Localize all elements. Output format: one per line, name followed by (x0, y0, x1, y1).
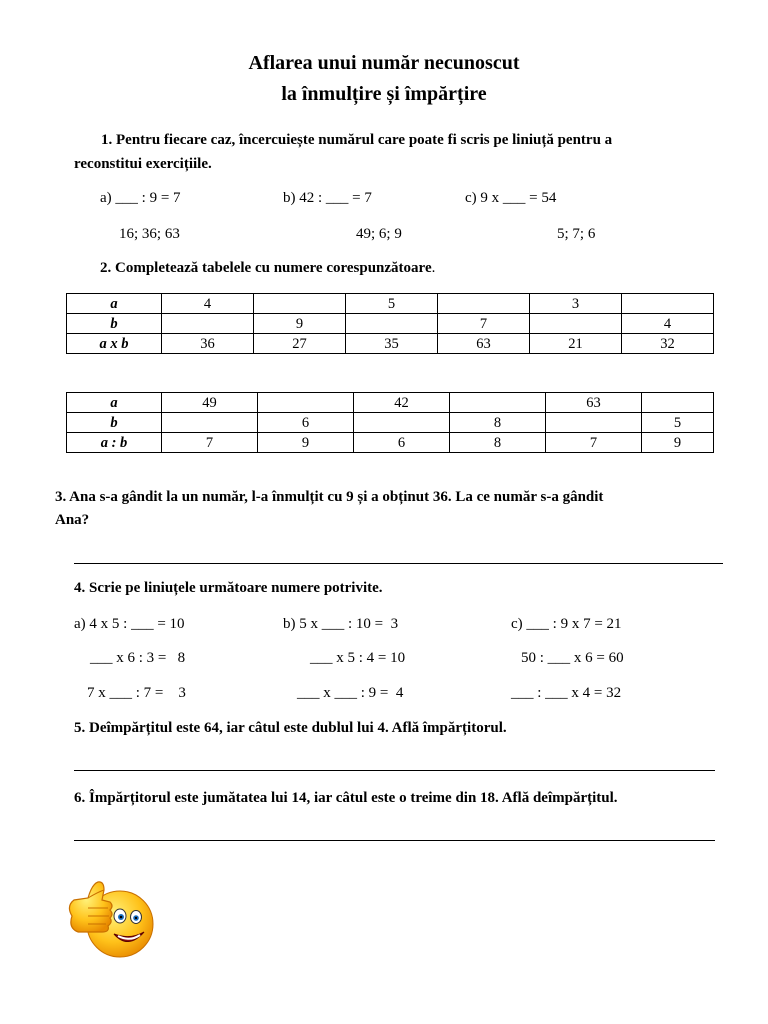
page-title-line-1: Aflarea unui număr necunoscut (248, 52, 520, 74)
mult-table-cell: 36 (162, 334, 254, 354)
div-table-cell: 6 (258, 413, 354, 433)
ex1-options-b: 49; 6; 9 (356, 226, 402, 242)
mult-table-cell: 27 (254, 334, 346, 354)
ex1-options-c: 5; 7; 6 (557, 226, 596, 242)
mult-table-row (67, 294, 714, 314)
ex3-problem-line-1: 3. Ana s-a gândit la un număr, l-a înmulțit cu 9 și a obținut 36. La ce număr s-a gândit (55, 489, 604, 505)
div-table-cell[interactable] (450, 393, 546, 413)
ex1-instruction-line-2: reconstitui exercițiile. (74, 156, 212, 172)
ex3-answer-line[interactable] (74, 563, 723, 564)
ex1-options-a: 16; 36; 63 (119, 226, 180, 242)
ex4-r1-a: a) 4 x 5 : ___ = 10 (74, 616, 185, 632)
mult-table-row-label: a (67, 294, 162, 314)
mult-table-row-label: a x b (67, 334, 162, 354)
mult-table-cell[interactable] (346, 314, 438, 334)
ex5-answer-line[interactable] (74, 770, 715, 771)
mult-table-row (67, 314, 714, 334)
div-table-cell: 63 (546, 393, 642, 413)
ex3-problem-line-2: Ana? (55, 512, 90, 528)
mult-table-row (67, 334, 714, 354)
page-title-line-2: la înmulțire și împărțire (281, 83, 487, 105)
div-table-cell[interactable] (546, 413, 642, 433)
ex4-r3-c: ___ : ___ x 4 = 32 (511, 685, 622, 701)
ex6-problem: 6. Împărțitorul este jumătatea lui 14, iar câtul este o treime din 18. Află deîmpărțitul. (74, 790, 618, 806)
div-table-cell[interactable] (354, 413, 450, 433)
ex4-r3-b: ___ x ___ : 9 = 4 (297, 685, 404, 701)
mult-table-cell: 7 (438, 314, 530, 334)
div-table-row-label: b (67, 413, 162, 433)
div-table-cell: 8 (450, 433, 546, 453)
mult-table-cell[interactable] (622, 294, 714, 314)
mult-table-cell: 32 (622, 334, 714, 354)
ex4-r1-c: c) ___ : 9 x 7 = 21 (511, 616, 622, 632)
mult-table-cell: 3 (530, 294, 622, 314)
mult-table-cell: 21 (530, 334, 622, 354)
div-table-cell: 7 (162, 433, 258, 453)
div-table-cell[interactable] (258, 393, 354, 413)
ex4-r1-b: b) 5 x ___ : 10 = 3 (283, 616, 399, 632)
mult-table-cell: 9 (254, 314, 346, 334)
ex2-instruction-text: 2. Completează tabelele cu numere corespunzătoare (100, 260, 432, 276)
mult-table-cell: 4 (622, 314, 714, 334)
mult-table-cell[interactable] (438, 294, 530, 314)
div-table-cell[interactable] (162, 413, 258, 433)
ex1-item-c: c) 9 x ___ = 54 (465, 190, 557, 206)
mult-table-cell: 4 (162, 294, 254, 314)
div-table-cell: 42 (354, 393, 450, 413)
ex1-instruction-line-1: 1. Pentru fiecare caz, încercuiește numărul care poate fi scris pe liniuță pentru a (101, 132, 613, 148)
ex4-r2-b: ___ x 5 : 4 = 10 (310, 650, 406, 666)
mult-table-row-label: b (67, 314, 162, 334)
div-table-row-label: a (67, 393, 162, 413)
div-table-cell[interactable] (642, 393, 714, 413)
div-table-cell: 6 (354, 433, 450, 453)
mult-table-cell: 5 (346, 294, 438, 314)
thumbs-up-smiley-icon (58, 876, 158, 966)
div-table-row (67, 433, 714, 453)
ex1-item-b: b) 42 : ___ = 7 (283, 190, 372, 206)
mult-table-cell: 35 (346, 334, 438, 354)
div-table-row (67, 393, 714, 413)
mult-table-cell[interactable] (162, 314, 254, 334)
ex4-r3-a: 7 x ___ : 7 = 3 (87, 685, 186, 701)
div-table-row (67, 413, 714, 433)
ex1-item-a: a) ___ : 9 = 7 (100, 190, 181, 206)
mult-table-cell[interactable] (254, 294, 346, 314)
ex4-r2-a: ___ x 6 : 3 = 8 (90, 650, 186, 666)
div-table-cell: 49 (162, 393, 258, 413)
division-table (66, 392, 714, 453)
ex4-r2-c: 50 : ___ x 6 = 60 (521, 650, 624, 666)
ex2-instruction (100, 260, 435, 277)
div-table-cell: 5 (642, 413, 714, 433)
ex6-answer-line[interactable] (74, 840, 715, 841)
div-table-cell: 8 (450, 413, 546, 433)
div-table-row-label: a : b (67, 433, 162, 453)
div-table-cell: 7 (546, 433, 642, 453)
ex4-instruction: 4. Scrie pe liniuțele următoare numere potrivite. (74, 580, 383, 596)
multiplication-table (66, 293, 714, 354)
div-table-cell: 9 (642, 433, 714, 453)
ex5-problem: 5. Deîmpărțitul este 64, iar câtul este dublul lui 4. Află împărțitorul. (74, 720, 507, 736)
mult-table-cell[interactable] (530, 314, 622, 334)
mult-table-cell: 63 (438, 334, 530, 354)
ex2-instruction-period: . (431, 260, 436, 276)
div-table-cell: 9 (258, 433, 354, 453)
